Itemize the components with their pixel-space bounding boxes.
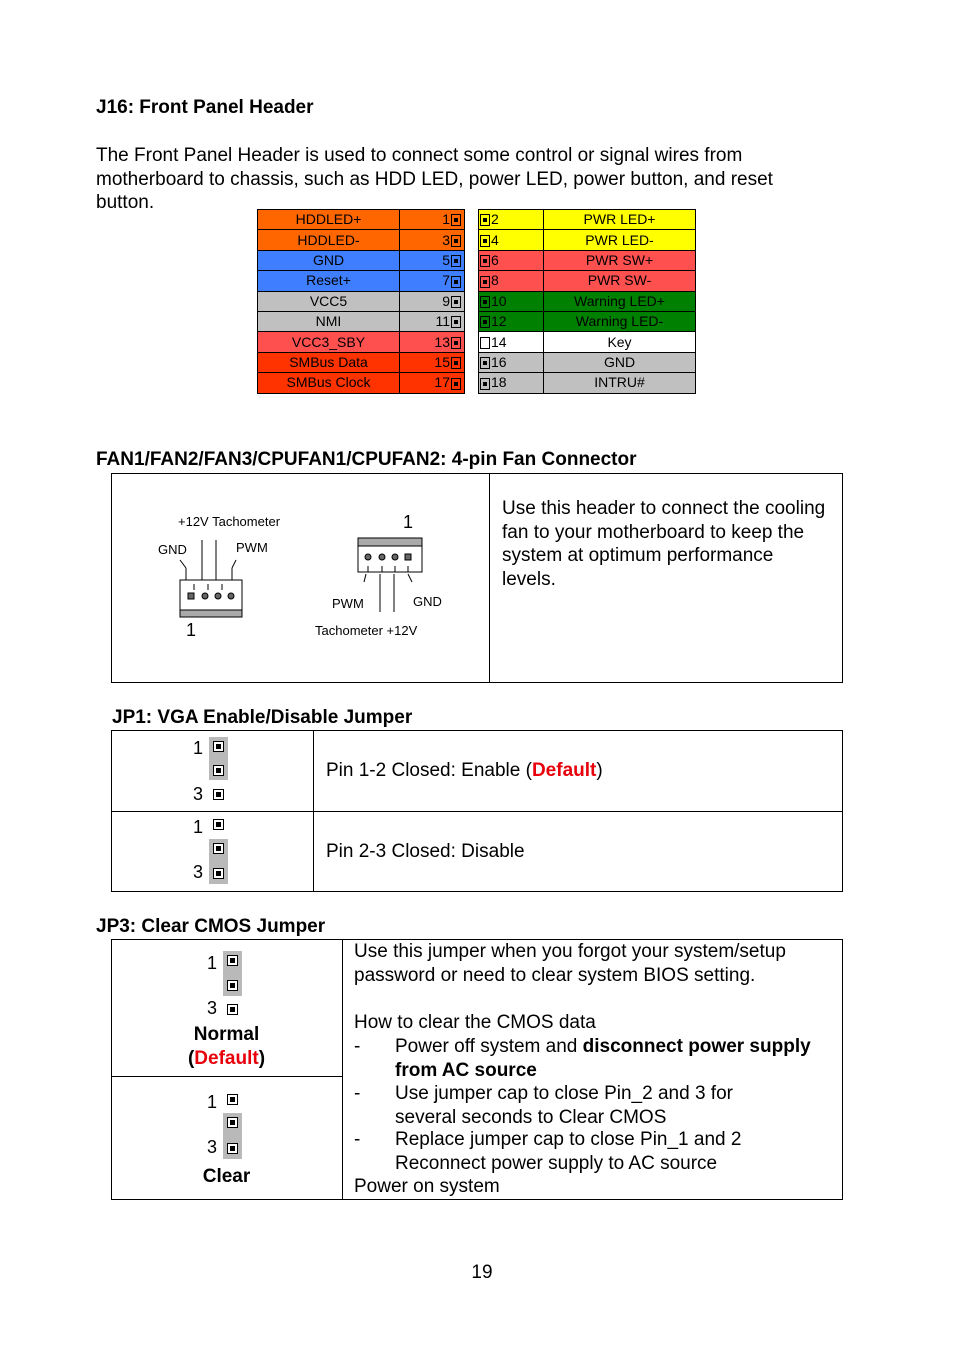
left-top-label: +12V Tachometer [178, 514, 281, 529]
right-pin-number: 18 [479, 373, 544, 393]
jp1-heading: JP1: VGA Enable/Disable Jumper [112, 707, 413, 728]
pin-gap [465, 230, 479, 250]
right-signal-name: PWR SW- [544, 271, 696, 291]
pin-row [258, 373, 696, 393]
pin-row [258, 250, 696, 270]
pin-square-icon [480, 316, 490, 328]
jp3-intro: Use this jumper when you forgot your system/setup password or need to clear system BIOS setting. [354, 941, 786, 986]
right-pin-number: 8 [479, 271, 544, 291]
left-pin-number: 11 [400, 311, 465, 331]
pin-square-icon [480, 357, 490, 369]
jp3-final: Power on system [354, 1176, 500, 1197]
right-signal-name: PWR SW+ [544, 250, 696, 270]
jp3-default-label: (Default) [187, 1048, 266, 1069]
jp1-pin3-label-2: 3 [193, 862, 204, 882]
right-signal-name: GND [544, 352, 696, 372]
right-pin-number: 14 [479, 332, 544, 352]
jp3-step2-dash: - [354, 1083, 361, 1104]
jp3-step2: Use jumper cap to close Pin_2 and 3 for several seconds to Clear CMOS [395, 1083, 733, 1128]
left-pin-number: 3 [400, 230, 465, 250]
pin-row [258, 332, 696, 352]
fan-heading: FAN1/FAN2/FAN3/CPUFAN1/CPUFAN2: 4-pin Fan Connector [96, 449, 637, 470]
right-pin-number: 16 [479, 352, 544, 372]
jumper-pin-2 [223, 976, 242, 995]
jp3-pin1-label: 1 [207, 953, 218, 973]
jp1-pin3-label: 3 [193, 784, 204, 804]
j16-heading: J16: Front Panel Header [96, 97, 314, 118]
left-pin-number: 1 [400, 210, 465, 230]
jp1-pin1-label: 1 [193, 738, 204, 758]
pin-row [258, 271, 696, 291]
left-pin-number: 13 [400, 332, 465, 352]
pin-row [258, 291, 696, 311]
pin-square-icon [451, 316, 461, 328]
left-pin-number: 17 [400, 373, 465, 393]
pin-gap [465, 373, 479, 393]
pin-square-icon [480, 337, 490, 349]
pin-row [258, 230, 696, 250]
jumper-pin-1 [223, 1090, 242, 1109]
pin-square-icon [480, 214, 490, 226]
pin-gap [465, 291, 479, 311]
pin-gap [465, 250, 479, 270]
left-pin1-label: 1 [186, 620, 197, 640]
left-pin-number: 9 [400, 291, 465, 311]
pin-square-icon [480, 296, 490, 308]
jp3-pin3-label-2: 3 [207, 1137, 218, 1157]
fan-description: Use this header to connect the cooling fan to your motherboard to keep the system at optimum performance levels. [502, 498, 826, 590]
jp3-normal-label: Normal [193, 1024, 260, 1045]
jp3-pin1-label-2: 1 [207, 1092, 218, 1112]
pin-gap [465, 332, 479, 352]
left-signal-name: SMBus Data [258, 352, 400, 372]
pin-square-icon [480, 276, 490, 288]
front-panel-pin-table [257, 209, 696, 394]
right-pin-number: 2 [479, 210, 544, 230]
right-signal-name: Warning LED+ [544, 291, 696, 311]
left-signal-name: HDDLED+ [258, 210, 400, 230]
left-signal-name: SMBus Clock [258, 373, 400, 393]
pin-row [258, 210, 696, 230]
left-pin-number: 5 [400, 250, 465, 270]
jumper-pin-2 [209, 761, 228, 780]
right-pin1-label: 1 [403, 512, 414, 532]
left-gnd-label: GND [158, 542, 187, 557]
pin-row [258, 311, 696, 331]
pin-gap [465, 352, 479, 372]
jp3-howto: How to clear the CMOS data [354, 1012, 596, 1033]
right-signal-name: INTRU# [544, 373, 696, 393]
right-pin-number: 6 [479, 250, 544, 270]
fan-connector-diagram [112, 474, 488, 682]
left-signal-name: VCC5 [258, 291, 400, 311]
jumper-pin-1 [209, 737, 228, 756]
pin-gap [465, 311, 479, 331]
left-signal-name: NMI [258, 311, 400, 331]
jumper-pin-3 [209, 785, 228, 804]
pin-square-icon [451, 235, 461, 247]
jp3-step1: Power off system and disconnect power supply from AC source [395, 1036, 811, 1081]
pin-square-icon [480, 235, 490, 247]
jp1-disable-text: Pin 2-3 Closed: Disable [326, 841, 525, 862]
jp3-pin3-label: 3 [207, 998, 218, 1018]
right-bottom-label: Tachometer +12V [315, 623, 418, 638]
pin-gap [465, 271, 479, 291]
left-signal-name: VCC3_SBY [258, 332, 400, 352]
pin-square-icon [480, 378, 490, 390]
pin-square-icon [451, 337, 461, 349]
page-number: 19 [471, 1262, 493, 1283]
left-signal-name: GND [258, 250, 400, 270]
left-pin-number: 7 [400, 271, 465, 291]
left-signal-name: Reset+ [258, 271, 400, 291]
right-signal-name: Key [544, 332, 696, 352]
jp1-pin1-label-2: 1 [193, 817, 204, 837]
jp1-enable-text: Pin 1-2 Closed: Enable (Default) [326, 760, 603, 781]
pin-square-icon [480, 255, 490, 267]
jp3-heading: JP3: Clear CMOS Jumper [96, 916, 326, 937]
jumper-pin-1 [223, 951, 242, 970]
pin-row [258, 352, 696, 372]
jp3-step3: Replace jumper cap to close Pin_1 and 2 Reconnect power supply to AC source [395, 1129, 742, 1174]
right-pin-number: 10 [479, 291, 544, 311]
jumper-pin-1 [209, 815, 228, 834]
jp3-step1-dash: - [354, 1036, 361, 1057]
left-pin-number: 15 [400, 352, 465, 372]
pin-square-icon [451, 276, 461, 288]
right-pin-number: 12 [479, 311, 544, 331]
left-pwm-label: PWM [236, 540, 268, 555]
right-pwm-label: PWM [332, 596, 364, 611]
jp3-step3-dash: - [354, 1129, 361, 1150]
right-signal-name: Warning LED- [544, 311, 696, 331]
left-fan-connector-icon [172, 532, 252, 622]
pin-square-icon [451, 255, 461, 267]
right-gnd-label: GND [413, 594, 442, 609]
pin-square-icon [451, 214, 461, 226]
pin-square-icon [451, 357, 461, 369]
right-signal-name: PWR LED- [544, 230, 696, 250]
right-signal-name: PWR LED+ [544, 210, 696, 230]
jp3-clear-label: Clear [202, 1166, 251, 1187]
jumper-pin-2 [209, 839, 228, 858]
j16-intro: The Front Panel Header is used to connect some control or signal wires from motherboard to chassis, such as HDD LED, power LED, power button, and reset button. [96, 145, 773, 213]
jumper-pin-3 [209, 864, 228, 883]
jumper-pin-3 [223, 1000, 242, 1019]
pin-gap [465, 210, 479, 230]
jumper-pin-2 [223, 1113, 242, 1132]
left-signal-name: HDDLED- [258, 230, 400, 250]
jumper-pin-3 [223, 1139, 242, 1158]
pin-square-icon [451, 296, 461, 308]
pin-square-icon [451, 378, 461, 390]
right-pin-number: 4 [479, 230, 544, 250]
